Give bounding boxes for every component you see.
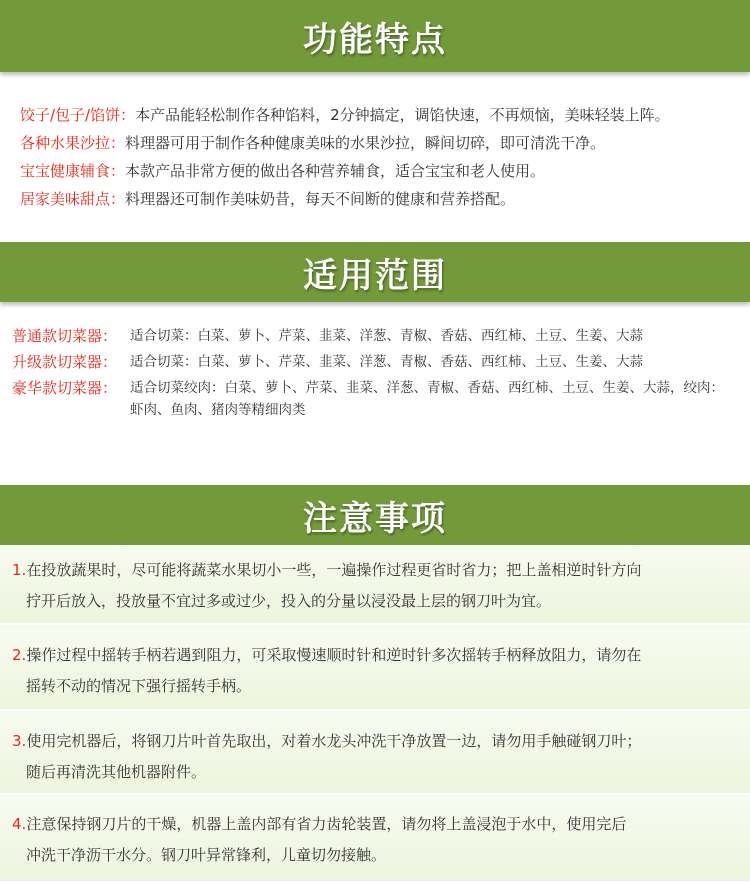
scope-text: 适合切菜绞肉：白菜、萝卜、芹菜、韭菜、洋葱、青椒、香菇、西红柿、土豆、生姜、大蒜，绞肉：虾肉、鱼肉、猪肉等精细肉类 [130,380,724,418]
scope-text: 适合切菜：白菜、萝卜、芹菜、韭菜、洋葱、青椒、香菇、西红柿、土豆、生姜、大蒜 [130,328,643,344]
note-line: 使用完机器后，将钢刀片叶首先取出，对着水龙头冲洗干净放置一边，请勿用手触碰钢刀叶； [26,732,642,750]
note-line: 摇转不动的情况下强行摇转手柄。 [26,677,252,695]
scope-label: 豪华款切菜器： [12,379,118,397]
feature-label: 宝宝健康辅食： [20,161,126,180]
note-line: 冲洗干净沥干水分。钢刀叶异常锋利，儿童切勿接触。 [26,846,387,864]
scope-label: 升级款切菜器： [12,353,118,371]
note-line: 操作过程中摇转手柄若遇到阻力，可采取慢速顺时针和逆时针多次摇转手柄释放阻力，请勿在 [26,646,642,664]
scope-list [12,323,742,421]
scope-title: 适用范围 [303,255,447,296]
scope-banner [0,242,750,302]
note-number: 4. [12,815,27,833]
note-number: 1. [12,561,27,579]
feature-label: 居家美味甜点： [20,189,126,208]
features-title: 功能特点 [303,19,447,60]
note-item [0,545,750,625]
feature-label: 饺子/包子/馅饼： [20,105,136,124]
note-line: 在投放蔬果时，尽可能将蔬菜水果切小一些，一遍操作过程更省时省力；把上盖相逆时针方向 [26,561,642,579]
note-number: 3. [12,732,27,750]
scope-label: 普通款切菜器： [12,327,118,345]
note-item [0,713,750,795]
features-list [20,100,745,212]
note-line: 注意保持钢刀片的干燥，机器上盖内部有省力齿轮装置，请勿将上盖浸泡于水中，使用完后 [26,815,627,833]
feature-item [20,156,745,184]
feature-item [20,100,745,128]
feature-text: 本产品能轻松制作各种馅料，2分钟搞定，调馅快速，不再烦恼，美味轻装上阵。 [135,105,670,124]
notes-banner [0,485,750,545]
scope-item [12,349,742,375]
note-item [0,797,750,883]
note-item [0,627,750,711]
note-line: 随后再清洗其他机器附件。 [26,763,207,781]
note-number: 2. [12,646,27,664]
features-banner [0,0,750,72]
note-line: 拧开后放入，投放量不宜过多或过少，投入的分量以浸没最上层的钢刀叶为宜。 [26,592,552,610]
feature-text: 料理器可用于制作各种健康美味的水果沙拉，瞬间切碎，即可清洗干净。 [125,133,606,152]
feature-text: 料理器还可制作美味奶昔，每天不间断的健康和营养搭配。 [125,189,516,208]
feature-item [20,128,745,156]
scope-text: 适合切菜：白菜、萝卜、芹菜、韭菜、洋葱、青椒、香菇、西红柿、土豆、生姜、大蒜 [130,354,643,370]
scope-item [12,375,742,421]
feature-label: 各种水果沙拉： [20,133,126,152]
scope-item [12,323,742,349]
feature-text: 本款产品非常方便的做出各种营养辅食，适合宝宝和老人使用。 [125,161,546,180]
notes-title: 注意事项 [303,498,447,539]
feature-item [20,184,745,212]
notes-list [0,545,750,883]
